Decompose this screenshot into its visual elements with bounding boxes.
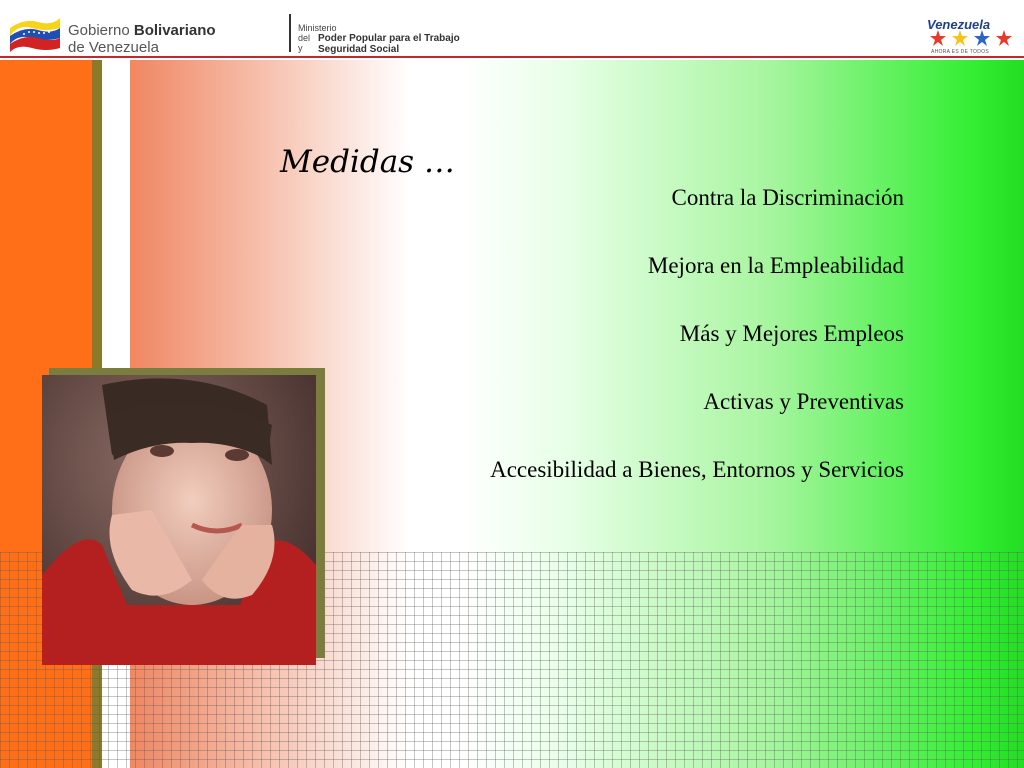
measures-list [490, 184, 904, 524]
header-divider [289, 14, 291, 52]
venezuela-flag-icon [8, 14, 62, 52]
child-photo [42, 375, 316, 665]
gobierno-bolivariano-text: Gobierno Bolivariano de Venezuela [68, 22, 216, 56]
slide-title: Medidas … [280, 144, 455, 180]
measure-item: Activas y Preventivas [703, 389, 904, 414]
header-bar [0, 0, 1024, 60]
venezuela-logo-title: Venezuela [927, 17, 991, 32]
measure-item: Mejora en la Empleabilidad [647, 253, 904, 278]
venezuela-logo-tagline: AHORA ES DE TODOS [931, 49, 989, 55]
measure-item: Accesibilidad a Bienes, Entornos y Servicios [490, 457, 904, 482]
ministerio-small-text: Ministerio del y [298, 23, 337, 53]
ministerio-name: Poder Popular para el Trabajo Seguridad Social [318, 33, 460, 55]
measure-item: Contra la Discriminación [671, 185, 904, 210]
header-red-rule [0, 56, 1024, 58]
measure-item: Más y Mejores Empleos [679, 321, 904, 346]
